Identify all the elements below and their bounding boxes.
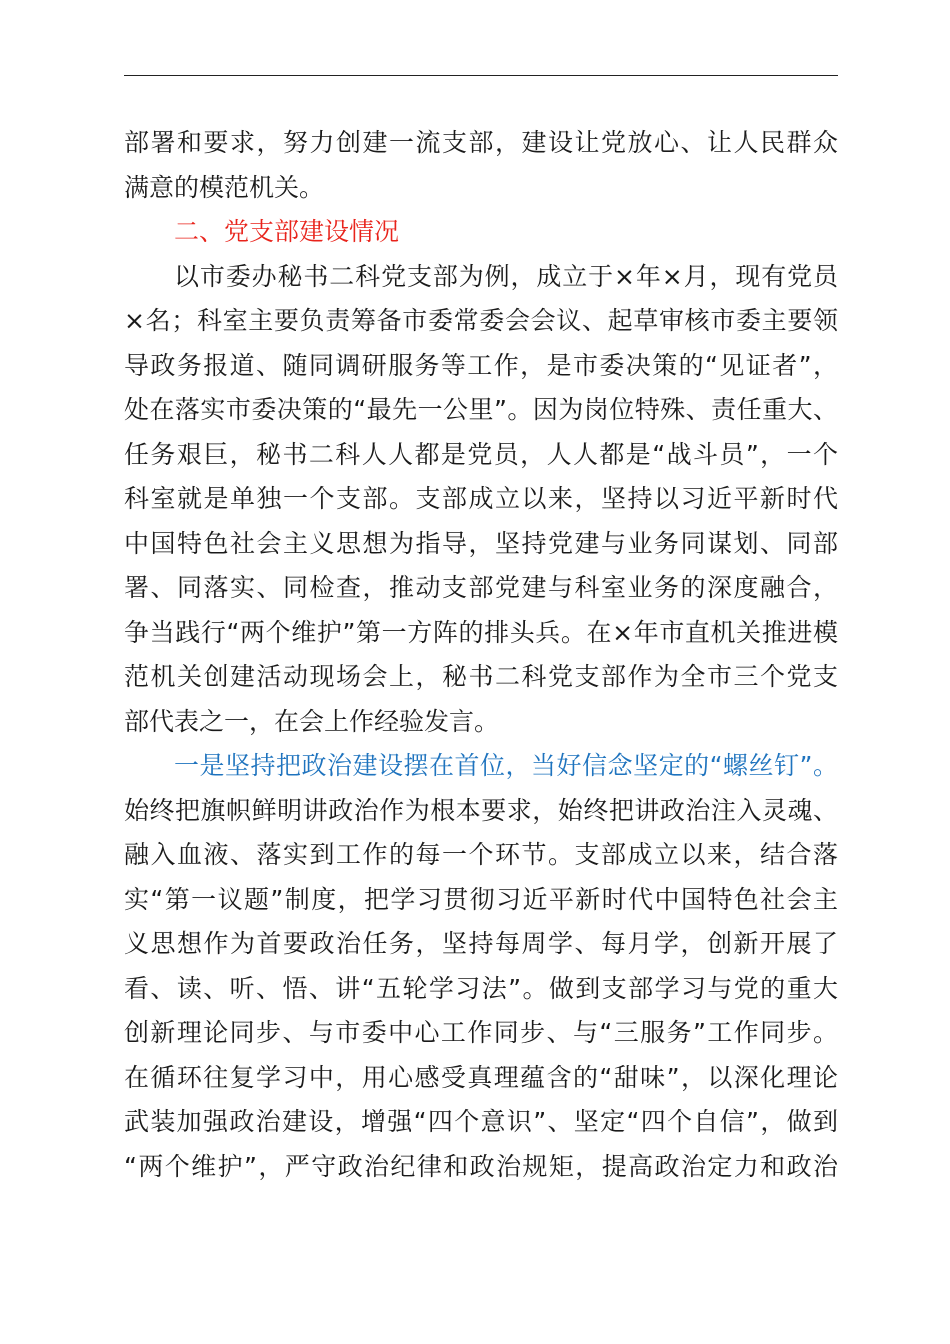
paragraph-line: 科室就是单独一个支部。支部成立以来，坚持以习近平新时代: [124, 484, 838, 513]
paragraph-line: 部署和要求，努力创建一流支部，建设让党放心、让人民群众: [124, 128, 838, 157]
paragraph-line: 武装加强政治建设，增强“四个意识”、坚定“四个自信”，做到: [124, 1107, 838, 1136]
paragraph-line: 争当践行“两个维护”第一方阵的排头兵。在×年市直机关推进模: [124, 617, 838, 647]
paragraph-line: 范机关创建活动现场会上，秘书二科党支部作为全市三个党支: [124, 662, 838, 691]
paragraph-line: 以市委办秘书二科党支部为例，成立于×年×月，现有党员: [174, 261, 838, 291]
paragraph-line: 始终把旗帜鲜明讲政治作为根本要求，始终把讲政治注入灵魂、: [124, 795, 838, 825]
paragraph-line: 部代表之一，在会上作经验发言。: [124, 706, 500, 736]
paragraph-line: 处在落实市委决策的“最先一公里”。因为岗位特殊、责任重大、: [124, 395, 838, 424]
paragraph-line: 任务艰巨，秘书二科人人都是党员，人人都是“战斗员”，一个: [124, 439, 838, 469]
paragraph-line: 义思想作为首要政治任务，坚持每周学、每月学，创新开展了: [124, 929, 838, 958]
paragraph-line: 融入血液、落实到工作的每一个环节。支部成立以来，结合落: [124, 840, 838, 869]
paragraph-line: 中国特色社会主义思想为指导，坚持党建与业务同谋划、同部: [124, 528, 838, 558]
paragraph-line: 创新理论同步、与市委中心工作同步、与“三服务”工作同步。: [124, 1018, 838, 1047]
header-divider: [124, 75, 838, 76]
paragraph-line: 在循环往复学习中，用心感受真理蕴含的“甜味”，以深化理论: [124, 1062, 838, 1092]
section-heading: 二、党支部建设情况: [174, 217, 400, 246]
document-body: [124, 121, 838, 1189]
paragraph-line: 实“第一议题”制度，把学习贯彻习近平新时代中国特色社会主: [124, 884, 838, 914]
paragraph-line: ×名；科室主要负责筹备市委常委会会议、起草审核市委主要领: [124, 306, 838, 335]
paragraph-line: “两个维护”，严守政治纪律和政治规矩，提高政治定力和政治: [124, 1151, 838, 1181]
subsection-heading: 一是坚持把政治建设摆在首位，当好信念坚定的“螺丝钉”。: [174, 751, 838, 780]
paragraph-line: 署、同落实、同检查，推动支部党建与科室业务的深度融合，: [124, 573, 838, 602]
paragraph-line: 看、读、听、悟、讲“五轮学习法”。做到支部学习与党的重大: [124, 973, 838, 1003]
paragraph-line: 满意的模范机关。: [124, 172, 325, 202]
paragraph-line: 导政务报道、随同调研服务等工作，是市委决策的“见证者”，: [124, 350, 838, 380]
